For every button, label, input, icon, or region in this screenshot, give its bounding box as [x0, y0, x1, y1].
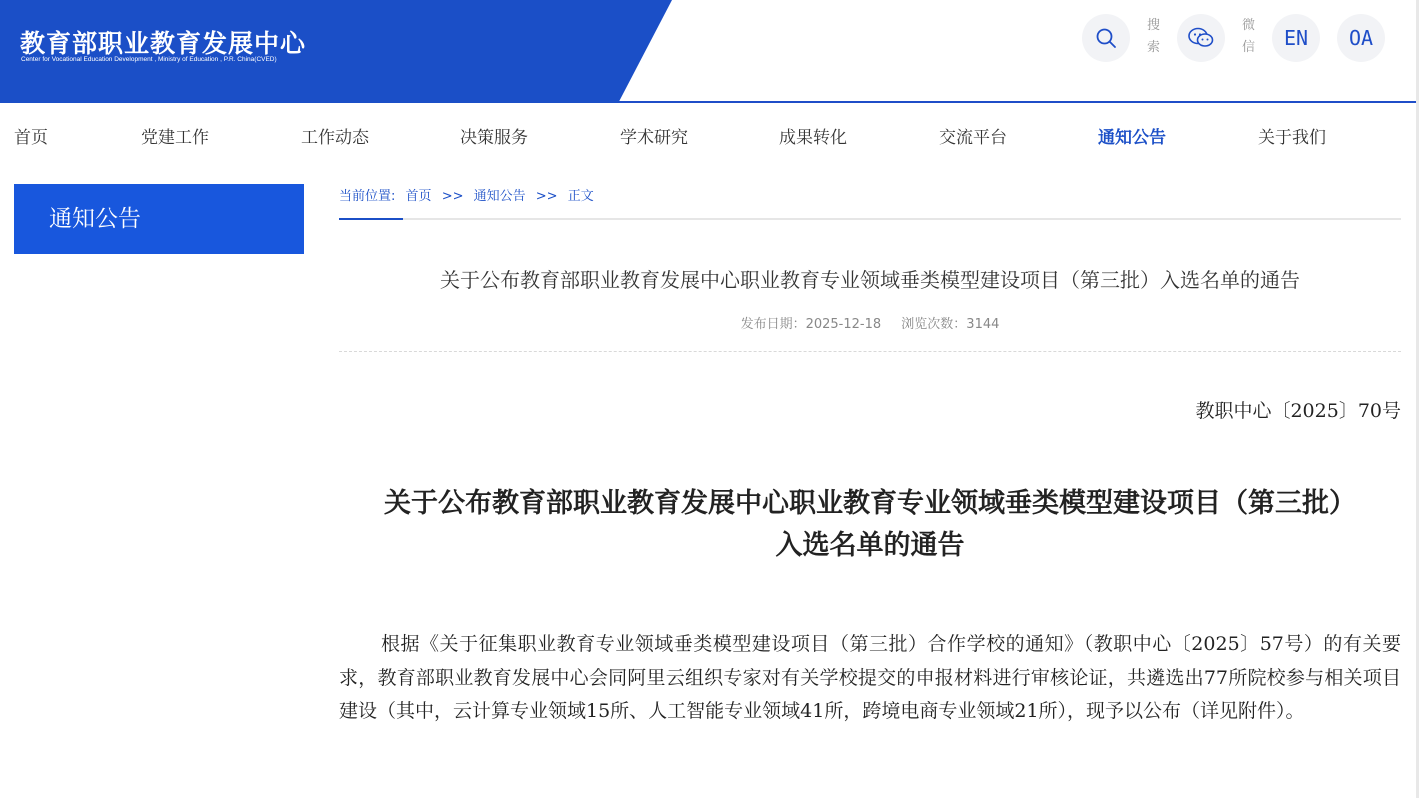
- breadcrumb-home[interactable]: 首页: [405, 189, 432, 204]
- search-caption: 搜索: [1147, 18, 1161, 55]
- breadcrumb-accent-line: [339, 218, 403, 220]
- nav-item-achievements[interactable]: 成果转化: [779, 128, 847, 148]
- breadcrumb-separator: >>: [535, 189, 558, 204]
- breadcrumb-section[interactable]: 通知公告: [473, 189, 526, 204]
- breadcrumb-divider: [339, 218, 1401, 220]
- nav-item-exchange-platform[interactable]: 交流平台: [939, 128, 1007, 148]
- article-divider: [339, 351, 1401, 352]
- article-meta: [339, 313, 1401, 332]
- sidebar-section-title[interactable]: 通知公告: [14, 184, 304, 254]
- view-count: 浏览次数：3144: [901, 317, 1000, 332]
- nav-item-notices[interactable]: 通知公告: [1098, 128, 1166, 148]
- search-icon: [1095, 27, 1117, 49]
- document-paragraph: 根据《关于征集职业教育专业领域垂类模型建设项目（第三批）合作学校的通知》（教职中心〔2025〕57号）的有关要求，教育部职业教育发展中心会同阿里云组织专家对有关学校提交的申报材料进行审核论证，共遴选出77所院校参与相关项目建设（其中，云计算专业领域15所、人工智能专业领域41所，跨境电商专业领域21所），现予以公布（详见附件）。: [339, 633, 1401, 722]
- document-heading-line: 关于公布教育部职业教育发展中心职业教育专业领域垂类模型建设项目（第三批）: [384, 488, 1356, 519]
- site-logo-title[interactable]: 教育部职业教育发展中心: [20, 29, 307, 58]
- breadcrumb-label: 当前位置:: [339, 189, 396, 204]
- english-version-button[interactable]: EN: [1272, 14, 1320, 62]
- breadcrumb: [339, 185, 600, 204]
- site-header: [0, 0, 1419, 103]
- article-title: 关于公布教育部职业教育发展中心职业教育专业领域垂类模型建设项目（第三批）入选名单的通告: [440, 268, 1300, 292]
- wechat-button[interactable]: [1177, 14, 1225, 62]
- document-heading-line: 入选名单的通告: [775, 530, 965, 561]
- search-button[interactable]: [1082, 14, 1130, 62]
- nav-item-home[interactable]: 首页: [14, 128, 48, 148]
- nav-item-academic-research[interactable]: 学术研究: [620, 128, 688, 148]
- publish-date: 发布日期：2025-12-18: [740, 317, 882, 332]
- document-heading: [339, 483, 1401, 567]
- oa-system-button[interactable]: OA: [1337, 14, 1385, 62]
- nav-item-about-us[interactable]: 关于我们: [1258, 128, 1326, 148]
- nav-item-decision-service[interactable]: 决策服务: [460, 128, 528, 148]
- breadcrumb-separator: >>: [441, 189, 464, 204]
- breadcrumb-current: 正文: [567, 189, 594, 204]
- main-navigation: [0, 103, 1419, 165]
- nav-item-work-news[interactable]: 工作动态: [301, 128, 369, 148]
- site-logo-subtitle: Center for Vocational Education Development , Ministry of Education , P.R. China(CVED): [21, 56, 277, 63]
- wechat-icon: [1187, 26, 1215, 50]
- nav-item-party-building[interactable]: 党建工作: [141, 128, 209, 148]
- document-number: 教职中心〔2025〕70号: [1195, 400, 1401, 422]
- wechat-caption: 微信: [1242, 18, 1256, 55]
